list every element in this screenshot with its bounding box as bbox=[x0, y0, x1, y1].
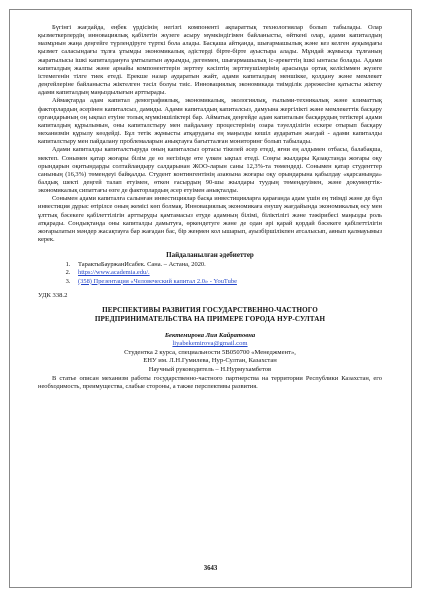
abstract-paragraph: В статье описан механизм работы государственно-частного партнерства на территории Республики Казахстан, его необходимость, преимущества, слабые стороны, а также перспективы развития. bbox=[38, 374, 382, 390]
reference-item bbox=[72, 269, 382, 277]
reference-item bbox=[72, 261, 382, 269]
udk-code: УДК 338.2 bbox=[38, 291, 68, 299]
author-name: Бектемирова Лия Кайратовна bbox=[164, 331, 256, 339]
article-title-line: ПЕРСПЕКТИВЫ РАЗВИТИЯ ГОСУДАРСТВЕННО-ЧАСТНОГО bbox=[102, 305, 318, 314]
author-supervisor: Научный руководитель – Н.Нурмухамбетов bbox=[148, 366, 272, 374]
body-paragraph: Аймақтарда адам капитал демографиялық, экономикалық, экологиялық, ғылыми-техникалық және климаттық факторлардың әсерінен капиталсыз, дамиды. Адами капиталдың капиталсыз, дамуына жергілікті және мемлекеттік басқару органдарының оң ықпал етуіне толық мүмкіншіліктері бар. Айматық деңгейде адам капиталын басқарудың тетіктері адами капиталдың құрылымын, оны капиталстыру мен пайдалану процестерінің озара тәуелділігін ескере отырып басқару механизмін құрылу көздейді. Бұл тетік жұмысты атқарудағы ең маңызды кешіл аударатын жағдай - адами капиталды капиталстыру мен пайдалану проблемаларын анықтауға бағытталған мониторинг болып табылады. bbox=[38, 97, 382, 146]
author-email[interactable]: liyabekemirova@gmail.com bbox=[172, 340, 248, 348]
body-paragraph: Адами капиталды капиталстыруда оның капиталсыз ортасы тікелей әсер етеді, яғни ең алдымен отбасы, балабақша, мектеп. Сонымен қатар жоғары білім де өз негізінде өте үлкен ықпал етеді. Соңғы жылдары Қазақстанда жоғары оқу орындарын оқитындарды солтайландыру салдарынан ЖОО-ларын саны 12,3%-та төмендеді. Сонымен қатар студенттер санының (16,3%) төмендеуі байқалды. Студент контингентінің азаюына жоғары оқу орындарына қабылдау «қарсаныңда» балдық шекті деңгей талап етуімен, өткен ғасырдың 90-шы жылдары туудың төмендеуімен, және докумеңттік-экономикалық сипаттағы өзге де факторлардың әсер етуімен анықталды. bbox=[38, 146, 382, 195]
body-paragraph: Сонымен адами капиталға салынған инвестициялар басқа инвестицияларға қарағанда адам үшін ең тиімді және де бұл инвестиция дұрыс өтірілсе оның жемісі көп болмақ. Инновациялық экономикаға енушү жағдайында экономикалық өсу мен ұлттық бәсекеге қабілеттілігін арттыруды қамтамасыз етуде адамның білімі, біліктілігі және тәжірибесі маңызды роль атқарады. Сондықтанда оны капиталды дамытуға, өркендетуге және де одан әрі қарай қордай бәсекеге қабілеттілігін жоғарылатын мәндер жасақтауға бар жағадан бас, бір жеңмен кол ышарып, ауызбіршілікпен атсалысып, аянып қалмауымыз керек. bbox=[38, 195, 382, 244]
author-affiliation: ЕНУ им. Л.Н.Гумилева, Нур-Султан, Казахстан bbox=[143, 357, 277, 365]
page-content bbox=[38, 24, 382, 391]
body-paragraph: Бүгінгі жағдайда, еңбек үрдісінің негізгі компоненті ақпараттық технологиялар болып табылады. Олар қызметкерлердің инновациялық қабілетін жүзеге асыру мүмкіндігімен байланысты, өйткені олар, адами капиталдың мазмұнын жаңа деңгейге түрлендіруге түрткі бола алады. Басқаша айтқанда, шығармашылық және кез келген ауқымдағы қызмет саласындағы тұлға ұтымды экономикалық әдістерді бірте-бірте ауыстыра алады. Мұндай жұмысқа тұлғаның жаратылысы ішкі капиталдануға ұмтылатын ауқымды, дегенмен, шығармашылық іс-әрекеттің ішкі ынтасы болады. Адами капиталдың жалпы және арнайы компоненттерін зерттеу кәсіптің зерттеушілерінің арасында ортақ келісіммен жүзеге істемегенін тілге тиек етеді. Ерекше назар аударатын жайт, адами капиталдың меншікке, қолдану және мемлекет деңгейлеріне байланысты жіктелген тәсіл болуы тиіс. Инновациялық экономикада тиімділік дәрежесіне қатысты жіктеу адами капиталдың маңыздылығын арттырады. bbox=[38, 24, 382, 97]
reference-item bbox=[72, 278, 382, 286]
document-page bbox=[9, 9, 412, 588]
article-title bbox=[38, 306, 382, 324]
reference-text: ТарактыБауржанИсабек. Сана. – Астана, 2020. bbox=[78, 261, 206, 269]
author-block bbox=[38, 332, 382, 375]
article-title-line: ПРЕДПРИНИМАТЕЛЬСТВА НА ПРИМЕРЕ ГОРОДА НУР-СУЛТАН bbox=[94, 314, 326, 323]
reference-link[interactable]: (358) Презентация «Человеческий капитал 2.0» - YouTube bbox=[78, 277, 237, 285]
author-affiliation: Студентка 2 курса, специальности 5В050700 «Менеджмент», bbox=[124, 348, 296, 356]
page-number: 3643 bbox=[203, 565, 218, 572]
references-list bbox=[38, 261, 382, 285]
references-title: Пайдаланылған әдебиеттер bbox=[166, 251, 254, 260]
reference-link[interactable]: https://www.academia.edu/. bbox=[78, 269, 150, 277]
